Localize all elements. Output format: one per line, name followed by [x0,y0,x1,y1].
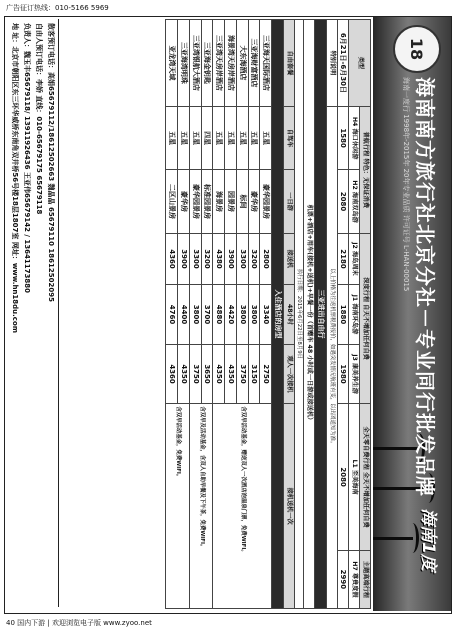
rotated-ad [7,17,451,611]
banner-title: 海南南方旅行社北京分社－专业同行批发品牌 [413,77,437,497]
header-theme: 主题高端行程 [360,550,371,608]
hotel-name: 三亚湾天房岸酒店 [213,20,225,107]
hotel-price: 4350 [225,344,237,404]
contact-footer [8,19,59,607]
group-name: J2 海岛周末 [349,233,360,284]
footer-line: 散客预订电话：高娟65679112/18612502663 魏晶晶 65679110 18612502095 [47,23,55,302]
notice-detail: 以上价格为往返机票税费报价，如遇突发情况航班有变，以出团通知为准。 [327,106,338,608]
date-price: 2080 [337,170,349,233]
pkg-col-2: 48小时 [284,285,295,345]
hotel-room: 标准园景房 [201,170,213,233]
hotel-room: 豪华房 [248,170,260,233]
pkg-col-2: 接机送机一次 [284,404,295,609]
hotel-price: 2750 [260,344,272,404]
hotel-note: 含双早及活动基金，含双人自助早餐及下午茶，免费WIFI。 [190,404,214,609]
agency-logo: 18 [393,25,441,73]
hotel-price: 4360 [166,344,178,404]
hotel-price: 4360 [166,233,178,284]
package-label: 自由套餐 [284,20,295,107]
ad-hotline: 广告征订热线：010-5166 5969 [6,4,109,12]
date-price: 1980 [337,344,349,404]
hotel-price: 3200 [201,233,213,284]
group-name: H2 海南双岛游 [349,170,360,233]
date-label: 6月21日-6月30日 [337,20,349,107]
hotel-room: 豪华园景房 [260,170,272,233]
hotel-room: 豪华园景房 [190,170,202,233]
footer-line: 负责人：魏玉丰65679118/ 13911926436 王亚伟65679142 / 13641173880 [23,23,31,293]
hotel-name: 三亚海天国际酒店 [260,20,272,107]
hotel-price: 3900 [225,233,237,284]
hotel-price: 4400 [178,285,190,345]
group-name: J1 海南环岛游 [349,285,360,345]
hotel-star: 四星 [201,106,213,169]
hotel-price: 3300 [237,233,249,284]
group-name: L1 至美海南 [349,404,360,550]
hotel-star: 五星 [166,106,178,169]
hotel-price: 3340 [260,285,272,345]
table-row [260,20,272,609]
hotel-price: 4880 [213,285,225,345]
hotel-star: 五星 [190,106,202,169]
date-price: 1580 [337,106,349,169]
hotel-section-title: 入住酒店的房型 [272,20,284,609]
hotel-price: 2800 [260,233,272,284]
hotel-price: 3700 [201,285,213,345]
banner-slogan: 海南1度 [418,508,438,571]
hotel-price: 4350 [178,344,190,404]
hotel-star: 五星 [248,106,260,169]
hotel-star: 五星 [260,106,272,169]
header-normal: 普航行程 特色：无保证消费 [360,106,371,233]
header-luxury: 全天零自费行程 全天不增加任何自费 [360,404,371,550]
hotel-name: 大东海酒店 [237,20,249,107]
hotel-price: 4380 [213,233,225,284]
footer-line: 自由人预订电话：李娇 直线：010-65679175 65679118 [35,23,43,215]
hotel-room: 标间 [237,170,249,233]
date-price: 2080 [337,404,349,550]
banner-byline: 海南一度行 1998年-2015年 20年专业品质 许可证号 L-HAN-00015 [402,77,410,292]
notice-title: 三亚进出自由行 [315,20,327,609]
hotel-star: 五星 [237,106,249,169]
header-deep: 深度行程 自天不增加任何自费 [360,233,371,404]
hotel-room: 豪华房 [178,170,190,233]
hotel-name: 三亚海金钥匙 [201,20,213,107]
hotel-name: 海景湾天房岸酒店 [225,20,237,107]
hotel-room: 海景房 [213,170,225,233]
hotel-price: 3750 [190,344,202,404]
hotel-name: 亚龙湾天域 [166,20,178,107]
hotel-price: 4420 [225,285,237,345]
group-name: J3 康美养生游 [349,344,360,404]
magazine-footer: 40 国内下游 | 欢迎浏览电子版 www.zyoo.net [6,619,152,627]
special-label: 特别说明 [327,20,338,107]
group-name: H4 海口休闲游 [349,106,360,169]
hotel-price: 4350 [213,344,225,404]
hotel-price: 3800 [237,285,249,345]
footer-line: 地 址：北京市朝阳区东三环华威桥东南角双井桥56号楼18层1807室 网址：www.hn18du.com [11,23,19,334]
hotel-name: 三亚海湾明珠 [178,20,190,107]
type-label: 类型 [349,20,371,107]
pkg-col: 一日游 [284,170,295,233]
date-price: 2990 [337,550,349,608]
table-row [201,20,213,609]
hotel-room: 园景房 [225,170,237,233]
hotel-name: 三亚海财富酒店 [248,20,260,107]
hotel-price: 3300 [190,233,202,284]
hotel-star: 五星 [225,106,237,169]
hotel-price: 3150 [248,344,260,404]
price-table [166,19,372,609]
pkg-col-2: 观人一次接机 [284,344,295,404]
banner [373,17,451,611]
hotel-price: 3650 [201,344,213,404]
table-row [178,20,190,609]
hotel-price: 4760 [166,285,178,345]
pkg-col: 接送机 [284,233,295,284]
pkg-col: 自驾车 [284,106,295,169]
hotel-star: 五星 [178,106,190,169]
hotel-room: 二区山景房 [166,170,178,233]
hotel-note: 含双早活动基金，赠送双人一次酒店泡温泉门票，免费WIFI。 [213,404,272,609]
ad-page [4,16,452,614]
date-price: 2180 [337,233,349,284]
hotel-star: 五星 [213,106,225,169]
date-price: 1880 [337,285,349,345]
hotel-price: 3800 [248,285,260,345]
hotel-note: 含双早活动基金，免费WIFI。 [166,404,190,609]
hotel-price: 3900 [178,233,190,284]
flight-note: 执行日期：2015年6月22日至8月9日 [294,20,304,609]
flight-line: 机票+酒店+用车(接机+送机)+早餐一份（首赠车 48 小时或一日游或接送机） [304,20,315,609]
hotel-price: 3750 [237,344,249,404]
hotel-price: 3200 [248,233,260,284]
group-name: H7 尊贵度假 [349,550,360,608]
hotel-price: 3800 [190,285,202,345]
palm-icon [373,537,413,540]
hotel-name: 三亚湾银航大酒店 [190,20,202,107]
